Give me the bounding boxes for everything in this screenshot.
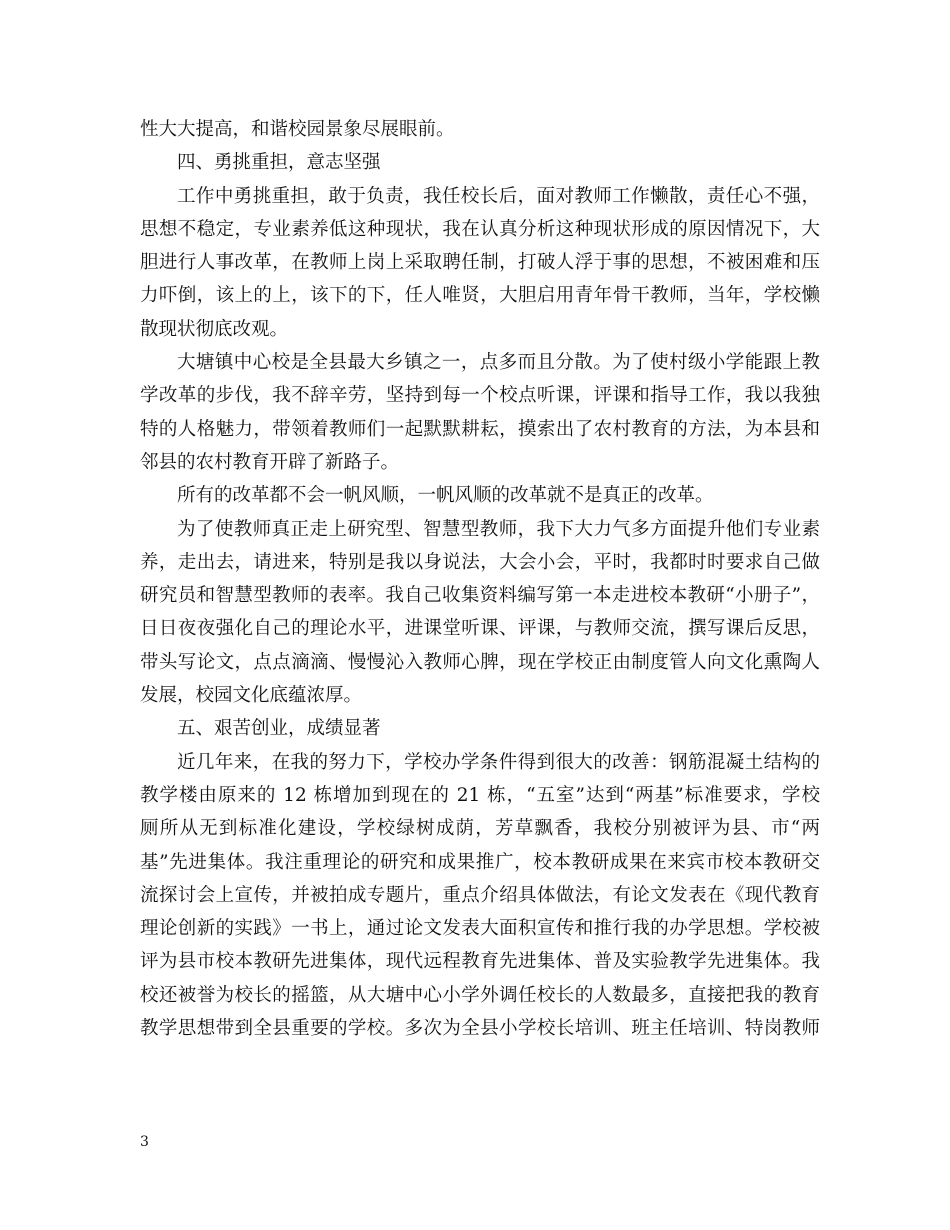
text-line: 带头写论文，点点滴滴、慢慢沁入教师心脾，现在学校正由制度管人向文化熏陶人	[140, 651, 820, 673]
text-line: 评为县市校本教研先进集体，现代远程教育先进集体、普及实验教学先进集体。我	[140, 951, 820, 973]
text-line: 校还被誉为校长的摇篮，从大塘中心小学外调任校长的人数最多，直接把我的教育	[140, 984, 820, 1006]
text-line: 为了使教师真正走上研究型、智慧型教师，我下大力气多方面提升他们专业素	[177, 518, 820, 540]
text-line: 厕所从无到标准化建设，学校绿树成荫，芳草飘香，我校分别被评为县、市“两	[140, 818, 820, 840]
section-heading: 五、艰苦创业，成绩显著	[177, 718, 381, 740]
text-line: 大塘镇中心校是全县最大乡镇之一，点多而且分散。为了使村级小学能跟上教	[177, 352, 820, 374]
text-line: 力吓倒，该上的上，该下的下，任人唯贤，大胆启用青年骨干教师，当年，学校懒	[140, 285, 820, 307]
text-line: 学改革的步伐，我不辞辛劳，坚持到每一个校点听课，评课和指导工作，我以我独	[140, 385, 820, 407]
text-line: 教学楼由原来的 12 栋增加到现在的 21 栋，“五室”达到“两基”标准要求，学校	[140, 784, 820, 806]
text-line: 散现状彻底改观。	[140, 318, 289, 340]
text-line: 思想不稳定，专业素养低这种现状，我在认真分析这种现状形成的原因情况下，大	[140, 218, 820, 240]
text-line: 胆进行人事改革，在教师上岗上采取聘任制，打破人浮于事的思想，不被困难和压	[140, 252, 820, 274]
section-heading: 四、勇挑重担，意志坚强	[177, 152, 381, 174]
text-line: 近几年来，在我的努力下，学校办学条件得到很大的改善：钢筋混凝土结构的	[177, 751, 820, 773]
text-line: 发展，校园文化底蕴浓厚。	[140, 685, 363, 707]
text-line: 性大大提高，和谐校园景象尽展眼前。	[140, 119, 455, 140]
text-line: 日日夜夜强化自己的理论水平，进课堂听课、评课，与教师交流，撰写课后反思，	[140, 618, 820, 640]
text-line: 养，走出去，请进来，特别是我以身说法，大会小会，平时，我都时时要求自己做	[140, 551, 820, 573]
text-line: 特的人格魅力，带领着教师们一起默默耕耘，摸索出了农村教育的方法，为本县和	[140, 418, 820, 440]
text-line: 工作中勇挑重担，敢于负责，我任校长后，面对教师工作懒散，责任心不强，	[177, 185, 820, 207]
text-line: 所有的改革都不会一帆风顺，一帆风顺的改革就不是真正的改革。	[177, 485, 714, 507]
body-text	[140, 113, 820, 1045]
page-number: 3	[140, 1134, 149, 1150]
text-line: 理论创新的实践》一书上，通过论文发表大面积宣传和推行我的办学思想。学校被	[140, 918, 820, 940]
text-line: 流探讨会上宣传，并被拍成专题片，重点介绍具体做法，有论文发表在《现代教育	[140, 884, 820, 906]
text-line: 邻县的农村教育开辟了新路子。	[140, 451, 400, 473]
text-line: 基”先进集体。我注重理论的研究和成果推广，校本教研成果在来宾市校本教研交	[140, 851, 820, 873]
text-line: 教学思想带到全县重要的学校。多次为全县小学校长培训、班主任培训、特岗教师	[140, 1018, 820, 1040]
text-line: 研究员和智慧型教师的表率。我自己收集资料编写第一本走进校本教研“小册子”，	[140, 585, 820, 607]
